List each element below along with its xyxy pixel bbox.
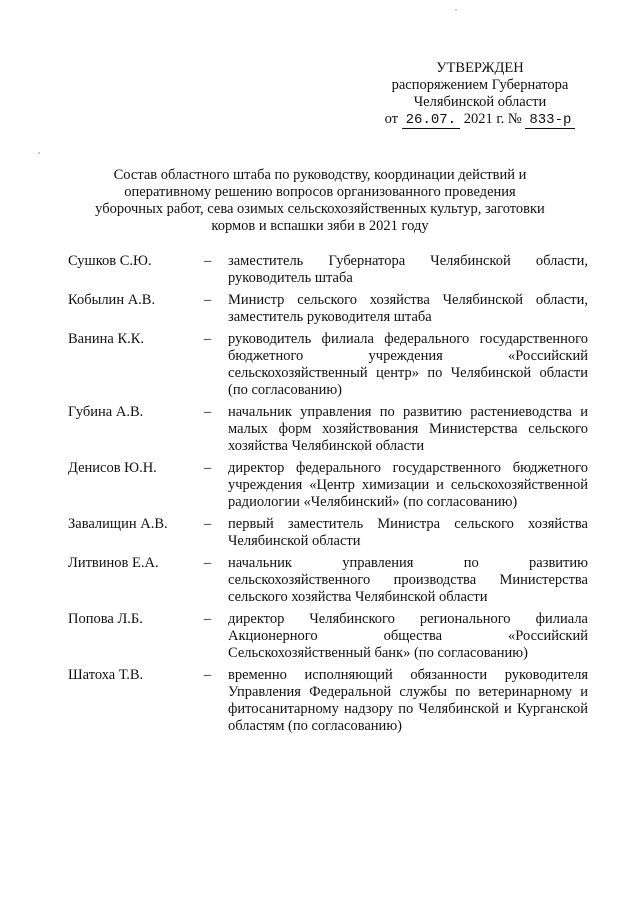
approval-date: 26.07. xyxy=(402,112,460,129)
member-row xyxy=(68,555,588,606)
member-name: Сушков С.Ю. xyxy=(68,253,152,269)
approval-block xyxy=(360,60,600,129)
member-name: Ванина К.К. xyxy=(68,331,145,347)
member-role: заместитель Губернатора Челябинской области, руководитель штаба xyxy=(228,253,588,286)
member-name: Кобылин А.В. xyxy=(68,292,156,308)
member-name: Литвинов Е.А. xyxy=(68,555,159,571)
member-dash: – xyxy=(204,555,212,571)
approval-year: 2021 г. № xyxy=(463,111,522,127)
member-row xyxy=(68,667,588,735)
member-row xyxy=(68,253,588,287)
member-dash: – xyxy=(204,667,212,683)
member-role: первый заместитель Министра сельского хозяйства Челябинской области xyxy=(228,516,588,549)
scan-speck xyxy=(455,9,457,11)
member-row xyxy=(68,611,588,662)
member-dash: – xyxy=(204,331,212,347)
approval-heading: УТВЕРЖДЕН xyxy=(436,60,524,76)
member-dash: – xyxy=(204,404,212,420)
scan-speck xyxy=(38,152,40,154)
member-row xyxy=(68,404,588,455)
member-name: Губина А.В. xyxy=(68,404,144,420)
member-role: директор федерального государственного бюджетного учреждения «Центр химизации и сельскохозяйственной радиологии «Челябинский» (по согласованию) xyxy=(228,460,588,510)
member-dash: – xyxy=(204,460,212,476)
member-name: Шатоха Т.В. xyxy=(68,667,144,683)
document-title: Состав областного штаба по руководству, координации действий и оперативному решению вопросов организованного проведения уборочных работ, сева озимых сельскохозяйственных культур, заготовки кормов и вспашки зяби в 2021 году xyxy=(95,167,545,234)
approval-from-prefix: от xyxy=(384,111,399,127)
member-row xyxy=(68,460,588,511)
member-role: руководитель филиала федерального государственного бюджетного учреждения «Российский сельскохозяйственный центр» по Челябинской области (по согласованию) xyxy=(228,331,588,398)
member-row xyxy=(68,516,588,550)
member-dash: – xyxy=(204,516,212,532)
member-role: начальник управления по развитию растениеводства и малых форм хозяйствования Министерства сельского хозяйства Челябинской области xyxy=(228,404,588,454)
member-name: Завалищин А.В. xyxy=(68,516,168,532)
member-role: временно исполняющий обязанности руководителя Управления Федеральной службы по ветеринарному и фитосанитарному надзору по Челябинской и Курганской областям (по согласованию) xyxy=(228,667,588,734)
approval-line-1: распоряжением Губернатора xyxy=(391,77,569,93)
approval-line-2: Челябинской области xyxy=(413,94,547,110)
approval-date-line xyxy=(360,111,600,129)
member-dash: – xyxy=(204,253,212,269)
member-role: Министр сельского хозяйства Челябинской области, заместитель руководителя штаба xyxy=(228,292,588,325)
member-role: начальник управления по развитию сельскохозяйственного производства Министерства сельского хозяйства Челябинской области xyxy=(228,555,588,605)
member-row xyxy=(68,292,588,326)
approval-number: 833-р xyxy=(525,112,575,129)
member-row xyxy=(68,331,588,399)
member-role: директор Челябинского регионального филиала Акционерного общества «Российский Сельскохозяйственный банк» (по согласованию) xyxy=(228,611,588,661)
member-name: Денисов Ю.Н. xyxy=(68,460,157,476)
member-dash: – xyxy=(204,611,212,627)
members-list xyxy=(68,253,588,740)
member-dash: – xyxy=(204,292,212,308)
member-name: Попова Л.Б. xyxy=(68,611,143,627)
